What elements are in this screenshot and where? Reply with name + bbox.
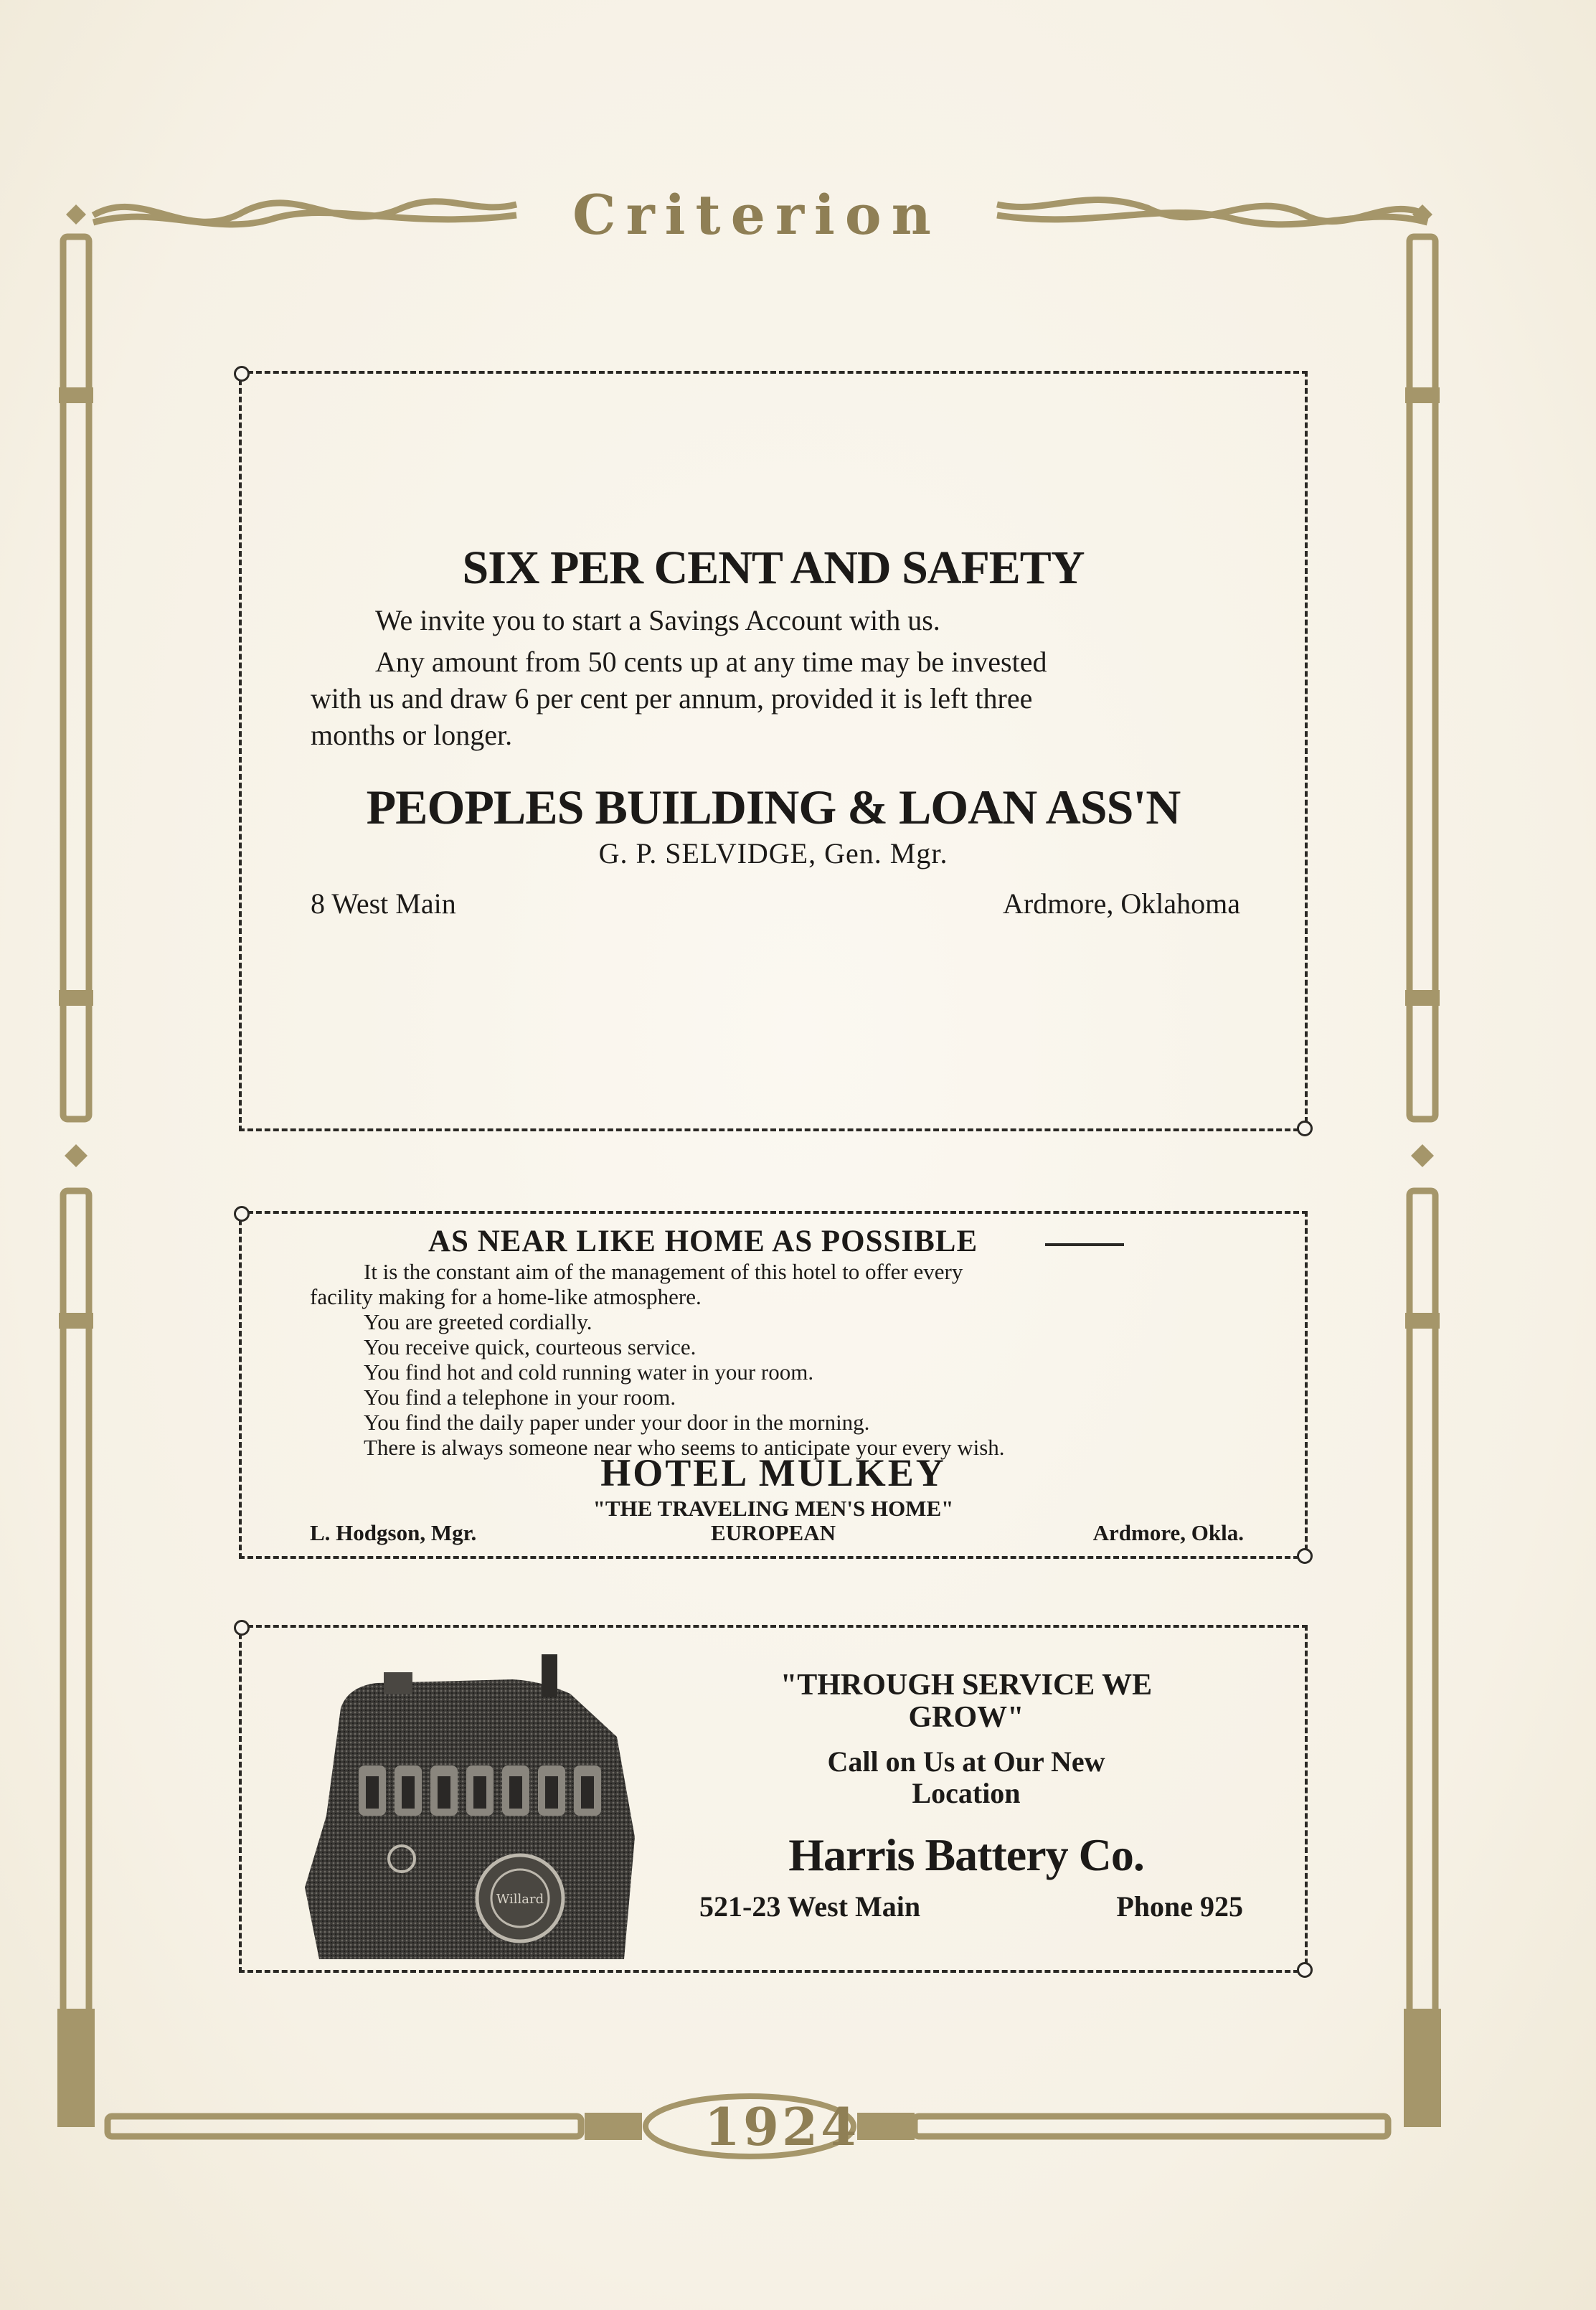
savings-advertisement <box>239 371 1308 1131</box>
savings-body-line-3: months or longer. <box>311 719 513 751</box>
hotel-city: Ardmore, Okla. <box>1092 1520 1244 1545</box>
savings-body-line-2: with us and draw 6 per cent per annum, provided it is left three <box>311 682 1033 715</box>
savings-heading: SIX PER CENT AND SAFETY <box>462 542 1085 594</box>
hotel-body-line: There is always someone near who seems to anticipate your every wish. <box>364 1435 1005 1460</box>
savings-firm-name: PEOPLES BUILDING & LOAN ASS'N <box>366 780 1181 834</box>
battery-advertisement <box>239 1625 1308 1973</box>
battery-brand-label: Willard <box>496 1892 544 1907</box>
battery-slogan-line-2: GROW" <box>908 1701 1024 1734</box>
battery-invitation <box>686 1746 1246 1809</box>
battery-slogan-line-1: "THROUGH SERVICE WE <box>780 1669 1153 1702</box>
hotel-manager: L. Hodgson, Mgr. <box>310 1520 477 1545</box>
hotel-body-line: You are greeted cordially. <box>364 1309 592 1334</box>
battery-phone: Phone 925 <box>1116 1890 1243 1923</box>
hotel-plan: EUROPEAN <box>711 1520 836 1545</box>
savings-city: Ardmore, Oklahoma <box>1002 887 1240 920</box>
battery-invite-line-1: Call on Us at Our New <box>827 1745 1105 1778</box>
battery-photo <box>298 1651 642 1959</box>
hotel-advertisement <box>239 1211 1308 1559</box>
hotel-body-line: You receive quick, courteous service. <box>364 1334 697 1359</box>
yearbook-year: 1924 <box>704 2096 860 2157</box>
battery-firm-name: Harris Battery Co. <box>788 1829 1144 1880</box>
savings-invite-line: We invite you to start a Savings Account with us. <box>375 604 940 636</box>
savings-body-line-1: Any amount from 50 cents up at any time may be invested <box>375 646 1047 678</box>
savings-address: 8 West Main <box>311 887 456 920</box>
hotel-heading: AS NEAR LIKE HOME AS POSSIBLE <box>428 1225 978 1258</box>
savings-manager: G. P. SELVIDGE, Gen. Mgr. <box>598 837 948 869</box>
hotel-body-line: You find hot and cold running water in your room. <box>364 1359 814 1385</box>
hotel-heading-rule <box>1045 1243 1124 1246</box>
hotel-body-line: It is the constant aim of the management of this hotel to offer every <box>364 1259 963 1284</box>
hotel-body-line: You find a telephone in your room. <box>364 1385 676 1410</box>
battery-slogan <box>686 1669 1246 1734</box>
hotel-body-line: You find the daily paper under your door in the morning. <box>364 1410 870 1435</box>
battery-invite-line-2: Location <box>912 1777 1021 1809</box>
hotel-body-text <box>310 1259 1257 1460</box>
hotel-motto: "THE TRAVELING MEN'S HOME" <box>592 1496 954 1521</box>
hotel-name: HOTEL MULKEY <box>600 1451 946 1494</box>
hotel-body-line: facility making for a home-like atmosphere. <box>310 1284 702 1309</box>
yearbook-title: Criterion <box>572 183 941 247</box>
battery-address: 521-23 West Main <box>699 1890 921 1923</box>
